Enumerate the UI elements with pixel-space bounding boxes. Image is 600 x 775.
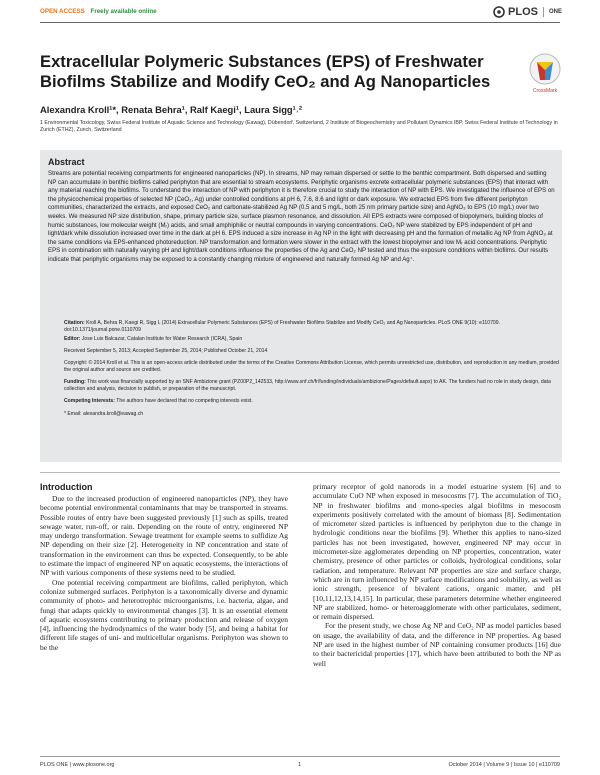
open-access-label: OPEN ACCESS xyxy=(40,8,85,15)
header-rule xyxy=(40,22,560,23)
intro-paragraph: Due to the increased production of engineered nanoparticles (NP), they have become potential environmental contaminants that may be transported in streams. Possible routes of entry have been suggested previously [1] such as spills, treated sewage water, run-off, or rain. Depending on the route of entry, engineered NP may undergo transformation. Sewage treatment for example seems to sulfidize Ag NP depending on their size [2]. Heterogeneity in NP concentration and state of transformation in the environment can thus be expected. Consequently, to be able to estimate the impact of engineered NP on aquatic ecosystems, the interactions of NP with various components of these systems need to be studied. xyxy=(40,494,288,578)
footer-page-number: 1 xyxy=(298,762,302,768)
competing-text: The authors have declared that no competing interests exist. xyxy=(116,398,253,404)
crossmark-label: CrossMark xyxy=(532,88,558,94)
citation-block xyxy=(64,320,560,334)
editor-text: Jose Luis Balcazar, Catalan Institute for Water Research (ICRA), Spain xyxy=(81,336,243,342)
intro-left-column xyxy=(40,494,288,652)
plos-logo-icon xyxy=(493,6,505,18)
crossmark-icon xyxy=(528,52,562,86)
title-line-2: Biofilms Stabilize and Modify CeO₂ and Ag Nanoparticles xyxy=(40,72,491,91)
intro-heading: Introduction xyxy=(40,482,93,492)
freely-available-label: Freely available online xyxy=(90,8,157,15)
intro-right-column xyxy=(313,482,561,668)
author-list: Alexandra Kroll¹*, Renata Behra¹, Ralf Kaegi¹, Laura Sigg¹˒² xyxy=(40,104,303,115)
intro-paragraph: primary receptor of gold nanorods in a model estuarine system [6] and to accumulate CuO NP when exposed in mesocosms [7]. The accumulation of TiO₂ NP in freshwater biofilms and mono-species algal biofilms in mesocosm experiments positively correlated with the amount of biomass [8]. Sedimentation of micrometer sized particles is influenced by periphyton due to the change in hydrologic conditions near the biofilms [9]. Whether this applies to nano-sized particles has not been investigated, however, engineered NP may occur in micrometer-size agglomerates depending on NP properties, concentration, water chemistry, presence of other particles or colloids, hydrological conditions, solar radiation, and temperature. Relevant NP properties are size and surface charge, which are in turn influenced by NP surface modifications and solubility, as well as ionic strength, presence of bivalent cations, organic matter, and pH [10,11,12,13,14,15]. In particular, these parameters determine whether engineered NP are stabilized, homo- or heteroagglomerate with other particulates, sediment, or remain dispersed. xyxy=(313,482,561,622)
intro-paragraph: For the present study, we chose Ag NP and CeO₂ NP as model particles based on usage, the availability of data, and the difference in NP properties. Ag based NP are used in the highest number of NP containing consumer products [16] due to their bactericidal properties [17], which have been attributed to both the NP as well xyxy=(313,621,561,668)
email-line[interactable]: * Email: alexandra.kroll@eawag.ch xyxy=(64,411,144,417)
dates-line: Received September 5, 2013; Accepted September 25, 2014; Published October 21, 2014 xyxy=(64,348,268,354)
crossmark-badge[interactable] xyxy=(528,52,562,86)
footer-issue: October 2014 | Volume 9 | Issue 10 | e110709 xyxy=(448,762,560,768)
logo-divider xyxy=(543,7,544,17)
competing-block xyxy=(64,398,560,405)
funding-block xyxy=(64,379,560,393)
title-line-1: Extracellular Polymeric Substances (EPS) of Freshwater xyxy=(40,52,484,71)
citation-text: Kroll A, Behra R, Kaegi R, Sigg L (2014) Extracellular Polymeric Substances (EPS) of Freshwater Biofilms Stabilize and Modify CeO₂ and Ag Nanoparticles. PLoS ONE 9(10): e110709. doi:10.1371/journal.pone.0110709 xyxy=(64,320,500,333)
article-title xyxy=(40,52,530,92)
section-divider xyxy=(40,472,560,473)
intro-paragraph: One potential receiving compartment are biofilms, called periphyton, which colonize submerged surfaces. Periphyton is a taxonomically diverse and dynamic community of photo- and heterotrophic microorganisms, i.e. bacteria, algae, and fungi that adapts quickly to environmental changes [3]. It is an essential element of aquatic ecosystems contributing to primary production and release of oxygen [4], influencing the hydrodynamics of the water body [5], and being a habitat for different life stages of uni- and multicellular organisms. Periphyton was shown to be the xyxy=(40,577,288,652)
footer-journal: PLOS ONE | www.plosone.org xyxy=(40,762,115,768)
plos-brand-sub: ONE xyxy=(548,9,562,15)
copyright-text: Copyright: © 2014 Kroll et al. This is an open-access article distributed under the terms of the Creative Commons Attribution License, which permits unrestricted use, distribution, and reproduction in any medium, provided the original author and source are credited. xyxy=(64,360,559,373)
editor-block xyxy=(64,336,560,343)
editor-label: Editor: xyxy=(64,336,81,342)
funding-text: This work was financially supported by an SNF Ambizione grant (PZ00P2_142533, http://www.snf.ch/fr/funding/individuals/ambizione/Pages/default.aspx) to AK. The funders had no role in study design, data collection and analysis, decision to publish, or preparation of the manuscript. xyxy=(64,379,551,392)
abstract-heading: Abstract xyxy=(48,157,85,167)
affiliations: 1 Environmental Toxicology, Swiss Federal Institute of Aquatic Science and Technology (Eawag), Dübendorf, Switzerland, 2 Institute of Biogeochemistry and Pollutant Dynamics IBP, Swiss Federal Institute of Technology in Zurich (ETHZ), Zurich, Switzerland xyxy=(40,120,558,134)
plos-brand: PLOS xyxy=(508,6,538,18)
funding-label: Funding: xyxy=(64,379,86,385)
abstract-text: Streams are potential receiving compartments for engineered nanoparticles (NP). In streams, NP may remain dispersed or settle to the benthic compartment. Both dispersed and settling NP can accumulate in benthic biofilms called periphyton that are essential to stream ecosystems. Periphytic organisms excrete extracellular polymeric substances (EPS) that interact with any material reaching the biofilms. To understand the interaction of NP with periphyton it is therefore crucial to study the interaction of NP with EPS. We investigated the influence of EPS on the physicochemical properties of selected NP (CeO₂, Ag) under controlled conditions at pH 6, 7.6, 8.6 and light or dark exposure. We extracted EPS from five different periphyton communities, characterized the extracts, and exposed CeO₂ and carbonate-stabilized Ag NP (0.5 and 5 mg/L, both 25 nm primary particle size) and AgNO₃ to EPS (10 mg/L) over two weeks. We measured NP size distribution, shape, primary particle size, surface plasmon resonance, and dissolution. All EPS extracts were composed of biopolymers, building blocks of humic substances, low molecular weight (Mᵣ) acids, and small amphiphilic or neutral compounds in varying concentrations. CeO₂ NP were stabilized by EPS independent of pH and light/dark while dissolution increased over time in the dark at pH 6. EPS induced a size increase in Ag NP in the light with decreasing pH and the formation of metallic Ag NP from AgNO₃ at the same conditions via EPS-enhanced photoreduction. NP transformation and formation were slower in the extract with the lowest biopolymer and low Mᵣ acid concentrations. Periphytic EPS in combination with naturally varying pH and light/dark conditions influence the properties of the Ag and CeO₂ NP tested and thus the exposure conditions within biofilms. Our results indicate that periphytic organisms may be exposed to a constantly changing mixture of engineered and naturally formed Ag NP and Ag⁺. xyxy=(48,170,555,263)
competing-label: Competing Interests: xyxy=(64,398,115,404)
open-access-banner xyxy=(40,8,157,15)
plos-one-logo[interactable] xyxy=(493,6,562,18)
citation-label: Citation: xyxy=(64,320,85,326)
footer-rule xyxy=(40,756,560,757)
